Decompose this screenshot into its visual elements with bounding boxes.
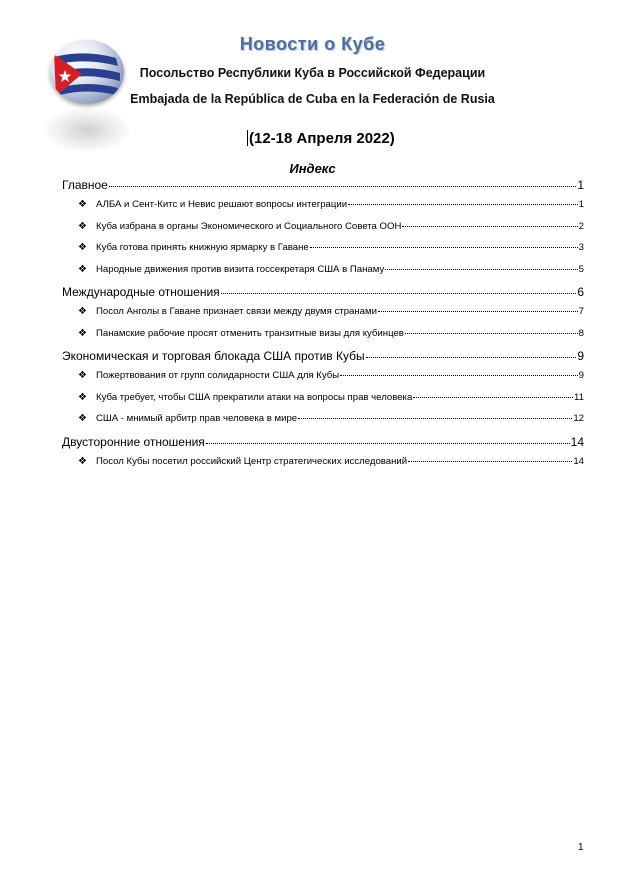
toc-label: Куба избрана в органы Экономического и Социального Совета ООН — [96, 220, 402, 232]
toc-page-number: 2 — [578, 220, 584, 232]
toc-label: Посол Кубы посетил российский Центр стратегических исследований — [96, 455, 408, 467]
diamond-bullet-icon: ❖ — [78, 306, 87, 317]
toc-label: Посол Анголы в Гаване признает связи между двумя странами — [96, 306, 377, 317]
diamond-bullet-icon: ❖ — [78, 220, 87, 232]
toc-page-number: 9 — [578, 370, 584, 381]
embassy-name-es: Embajada de la República de Cuba en la Federación de Rusia — [130, 92, 495, 106]
toc-label: Международные отношения — [62, 285, 220, 299]
dot-leader — [366, 357, 577, 358]
dot-leader — [402, 226, 577, 227]
toc-label: Главное — [62, 178, 108, 192]
newsletter-title: Новости о Кубе — [239, 34, 386, 54]
toc-item[interactable] — [62, 242, 584, 264]
toc-label: Народные движения против визита госсекретаря США в Панаму — [96, 263, 385, 275]
toc-label: Экономическая и торговая блокада США против Кубы — [62, 349, 365, 363]
toc-section[interactable] — [62, 435, 584, 456]
diamond-bullet-icon: ❖ — [78, 327, 87, 339]
toc-item[interactable] — [62, 456, 584, 478]
dot-leader — [413, 397, 573, 398]
toc-section[interactable] — [62, 349, 584, 370]
toc-page-number: 1 — [578, 199, 584, 210]
toc-item[interactable] — [62, 264, 584, 286]
dot-leader — [348, 204, 578, 205]
page-number: 1 — [578, 842, 584, 853]
dot-leader — [109, 186, 576, 187]
toc-page-number: 14 — [570, 434, 584, 449]
toc-item[interactable] — [62, 370, 584, 392]
toc-page-number: 6 — [577, 285, 584, 299]
dot-leader — [206, 443, 570, 444]
toc-item[interactable] — [62, 392, 584, 414]
toc-label: Куба готова принять книжную ярмарку в Гаване — [96, 242, 309, 253]
dot-leader — [405, 333, 578, 334]
toc-page-number: 5 — [578, 263, 584, 275]
diamond-bullet-icon: ❖ — [78, 391, 87, 403]
toc-page-number: 9 — [577, 349, 584, 363]
toc-page-number: 8 — [578, 327, 584, 339]
toc-item[interactable] — [62, 221, 584, 243]
index-heading: Индекс — [289, 161, 336, 176]
toc-page-number: 7 — [578, 306, 584, 317]
text-cursor — [247, 130, 248, 146]
dot-leader — [385, 269, 577, 270]
dot-leader — [298, 418, 572, 419]
date-range-text: (12-18 Апреля 2022) — [249, 130, 395, 147]
logo-shadow — [44, 108, 130, 152]
toc-page-number: 11 — [574, 391, 584, 403]
embassy-name-ru: Посольство Республики Куба в Российской Федерации — [139, 66, 486, 80]
toc-section[interactable] — [62, 178, 584, 199]
toc-item[interactable] — [62, 199, 584, 221]
toc-label: Куба требует, чтобы США прекратили атаки на вопросы прав человека — [96, 391, 413, 403]
diamond-bullet-icon: ❖ — [78, 263, 87, 275]
toc-label: Панамские рабочие просят отменить транзитные визы для кубинцев — [96, 327, 404, 339]
toc-label: АЛБА и Сент-Китс и Невис решают вопросы интеграции — [96, 199, 348, 210]
toc-label: США - мнимый арбитр прав человека в мире — [96, 413, 298, 424]
toc-item[interactable] — [62, 413, 584, 435]
toc-page-number: 3 — [578, 242, 584, 253]
toc-page-number: 1 — [577, 178, 584, 192]
toc-item[interactable] — [62, 306, 584, 328]
dot-leader — [378, 311, 578, 312]
toc-label: Пожертвования от групп солидарности США для Кубы — [96, 370, 340, 381]
dot-leader — [340, 375, 578, 376]
toc-page-number: 14 — [573, 455, 584, 467]
toc-item[interactable] — [62, 328, 584, 350]
diamond-bullet-icon: ❖ — [78, 370, 87, 381]
diamond-bullet-icon: ❖ — [78, 455, 87, 467]
toc-label: Двусторонние отношения — [62, 434, 205, 449]
dot-leader — [310, 247, 578, 248]
diamond-bullet-icon: ❖ — [78, 199, 87, 210]
table-of-contents — [62, 178, 584, 477]
dot-leader — [408, 461, 572, 462]
toc-section[interactable] — [62, 285, 584, 306]
dot-leader — [221, 293, 577, 294]
diamond-bullet-icon: ❖ — [78, 242, 87, 253]
toc-page-number: 12 — [573, 413, 584, 424]
diamond-bullet-icon: ❖ — [78, 413, 87, 424]
date-range — [247, 130, 395, 147]
